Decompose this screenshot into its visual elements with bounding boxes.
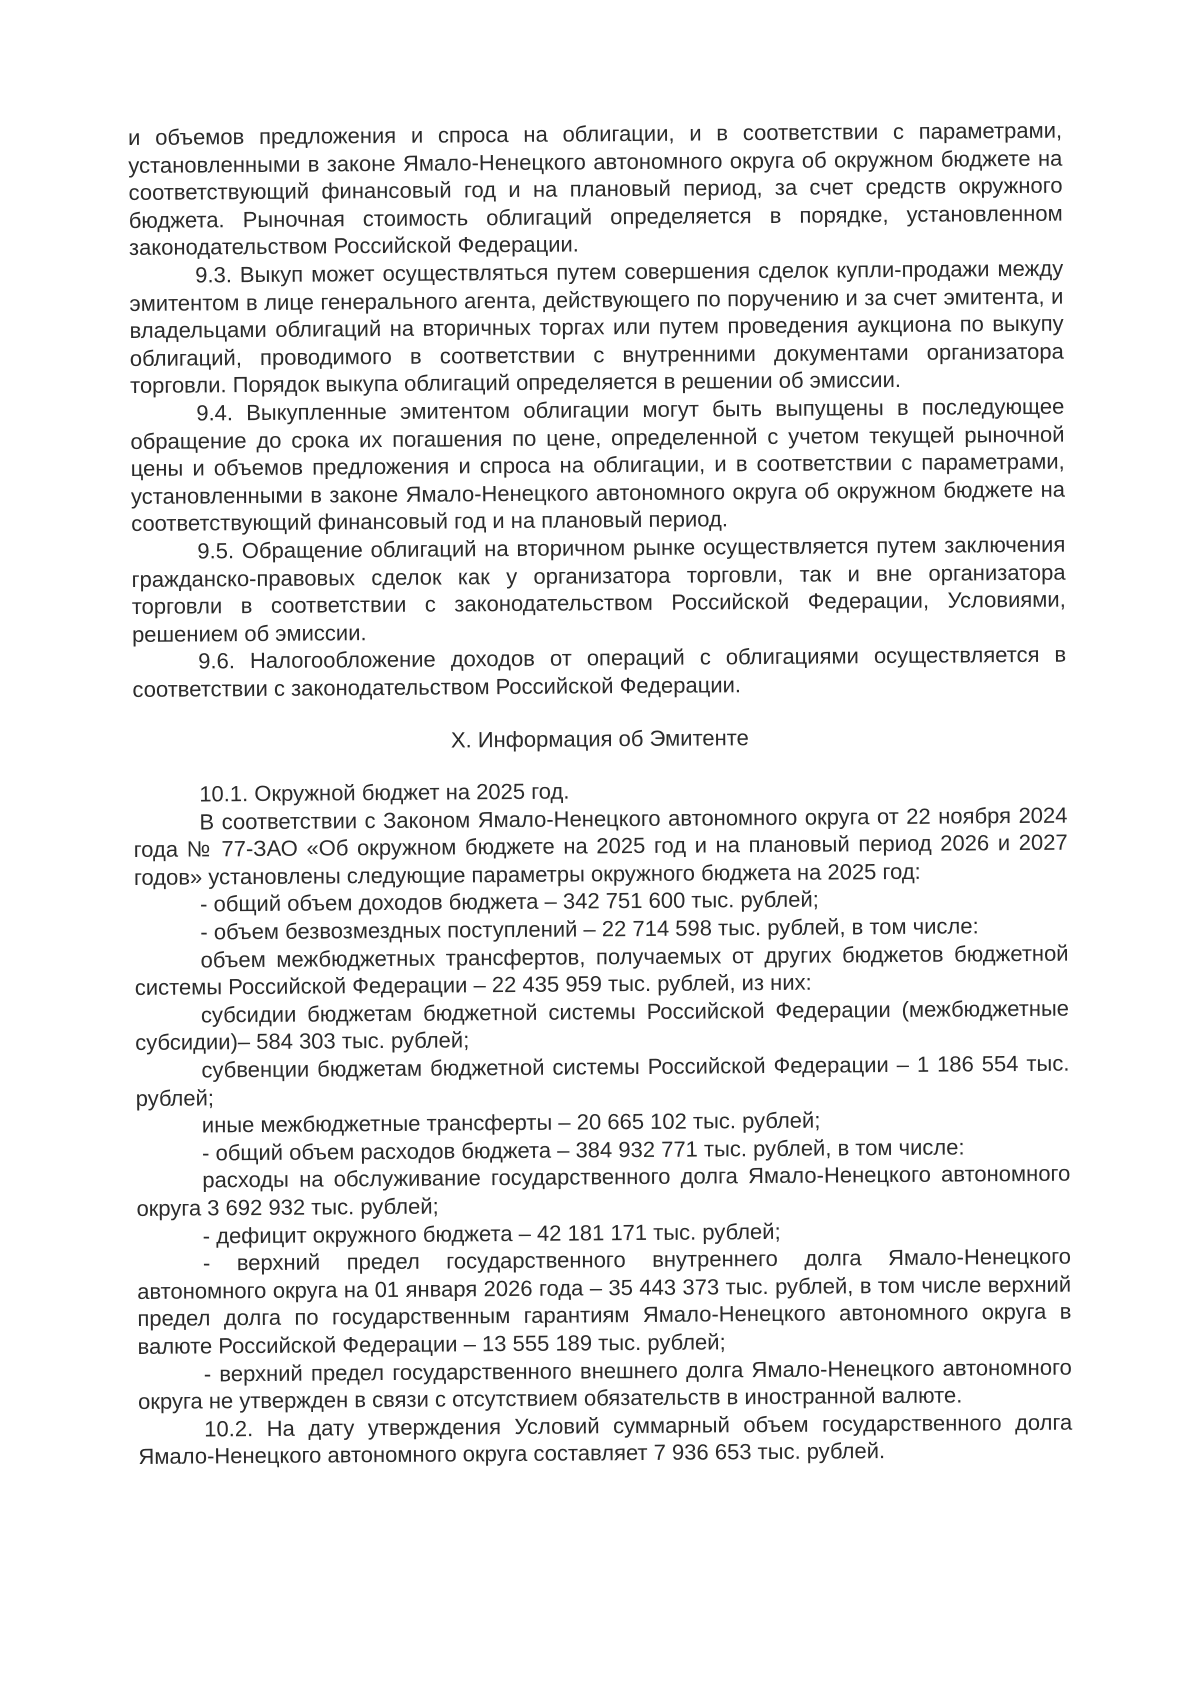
item-internal-debt-limit: - верхний предел государственного внутреннего долга Ямало-Ненецкого автономного округа на 01 января 2026 года – 35 443 373 тыс. рублей, в том числе верхний предел долга по государственным гарантиям Ямало-Ненецкого автономного округа в валюте Российской Федерации – 13 555 189 тыс. рублей; bbox=[137, 1243, 1072, 1359]
item-external-debt-limit: - верхний предел государственного внешнего долга Ямало-Ненецкого автономного округа не утвержден в связи с отсутствием обязательств в иностранной валюте. bbox=[137, 1354, 1072, 1415]
item-gratuitous-receipts: - объем безвозмездных поступлений – 22 714 598 тыс. рублей, в том числе: bbox=[200, 913, 979, 945]
item-subsidies: субсидии бюджетам бюджетной системы Российской Федерации (межбюджетные субсидии)– 584 303 тыс. рублей; bbox=[135, 995, 1070, 1056]
item-interbudget-transfers: объем межбюджетных трансфертов, получаемых от других бюджетов бюджетной системы Российской Федерации – 22 435 959 тыс. рублей, из них: bbox=[134, 940, 1069, 1001]
document-body bbox=[128, 117, 1073, 1471]
item-total-expenditure: - общий объем расходов бюджета – 384 932 771 тыс. рублей, в том числе: bbox=[201, 1134, 965, 1166]
paragraph-9-5: 9.5. Обращение облигаций на вторичном рынке осуществляется путем заключения гражданско-правовых сделок как у организатора торговли, так и вне организатора торговли в соответствии с законодательством Российской Федерации, Условиями, решением об эмиссии. bbox=[131, 531, 1066, 647]
paragraph-9-6: 9.6. Налогообложение доходов от операций с облигациями осуществляется в соответствии с законодательством Российской Федерации. bbox=[132, 641, 1067, 702]
paragraph-10-2: 10.2. На дату утверждения Условий суммарный объем государственного долга Ямало-Ненецкого автономного округа составляет 7 936 653 тыс. рублей. bbox=[138, 1409, 1073, 1470]
item-other-transfers: иные межбюджетные трансферты – 20 665 102 тыс. рублей; bbox=[201, 1107, 821, 1138]
section-heading-x: X. Информация об Эмитенте bbox=[450, 725, 749, 753]
paragraph-9-4: 9.4. Выкупленные эмитентом облигации могут быть выпущены в последующее обращение до срока их погашения по цене, определенной с учетом текущей рыночной цены и объемов предложения и спроса на облигации, и в соответствии с параметрами, установленными в законе Ямало-Ненецкого автономного округа об окружном бюджете на соответствующий финансовый год и на плановый период. bbox=[130, 393, 1065, 537]
paragraph-9-3: 9.3. Выкуп может осуществляться путем совершения сделок купли-продажи между эмитентом в лице генерального агента, действующего по поручению и за счет эмитента, и владельцами облигаций на вторичных торгах или путем проведения аукциона по выкупу облигаций, проводимого в соответствии с внутренними документами организатора торговли. Порядок выкупа облигаций определяется в решении об эмиссии. bbox=[129, 255, 1064, 399]
paragraph-10-1-law: В соответствии с Законом Ямало-Ненецкого автономного округа от 22 ноября 2024 года № 77-ЗАО «Об окружном бюджете на 2025 год и на плановый период 2026 и 2027 годов» установлены следующие параметры окружного бюджета на 2025 год: bbox=[133, 802, 1068, 890]
paragraph-9-2-continuation: и объемов предложения и спроса на облигации, и в соответствии с параметрами, установленными в законе Ямало-Ненецкого автономного округа об окружном бюджете на соответствующий финансовый год и на плановый период, за счет средств окружного бюджета. Рыночная стоимость облигаций определяется в порядке, установленном законодательством Российской Федерации. bbox=[128, 117, 1063, 261]
item-debt-service: расходы на обслуживание государственного долга Ямало-Ненецкого автономного округа 3 692 932 тыс. рублей; bbox=[136, 1161, 1071, 1221]
paragraph-10-1-title: 10.1. Окружной бюджет на 2025 год. bbox=[199, 778, 570, 807]
item-total-revenue: - общий объем доходов бюджета – 342 751 600 тыс. рублей; bbox=[200, 887, 819, 917]
item-deficit: - дефицит окружного бюджета – 42 181 171 тыс. рублей; bbox=[202, 1218, 781, 1249]
item-subventions: субвенции бюджетам бюджетной системы Российской Федерации – 1 186 554 тыс. рублей; bbox=[135, 1050, 1070, 1111]
